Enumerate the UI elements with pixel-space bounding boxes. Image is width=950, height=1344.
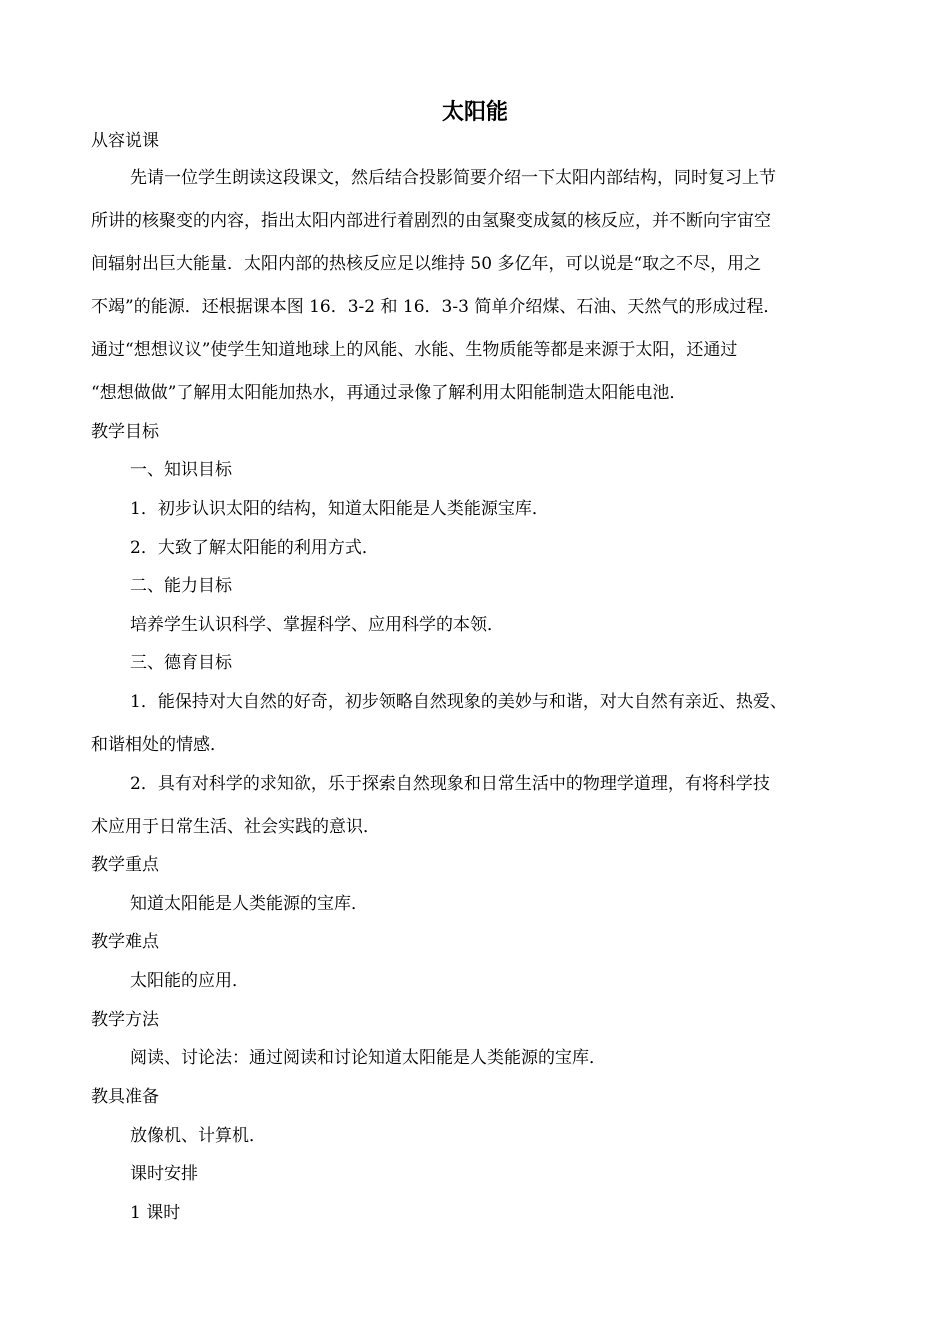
intro-line-4: 不竭”的能源．还根据课本图 16．3-2 和 16．3-3 简单介绍煤、石油、天然气的形成过程． [91, 297, 781, 317]
intro-line-6: “想想做做”了解用太阳能加热水，再通过录像了解利用太阳能制造太阳能电池． [91, 383, 687, 403]
subheading-ability: 二、能力目标 [130, 576, 232, 596]
subheading-knowledge: 一、知识目标 [130, 460, 232, 480]
section-heading-focus: 教学重点 [91, 855, 159, 875]
schedule-text: 1 课时 [130, 1203, 181, 1223]
page-title: 太阳能 [441, 100, 508, 125]
intro-line-2: 所讲的核聚变的内容，指出太阳内部进行着剧烈的由氢聚变成氦的核反应，并不断向宇宙空 [91, 211, 771, 231]
section-heading-tools: 教具准备 [91, 1087, 159, 1107]
section-heading-schedule: 课时安排 [130, 1164, 198, 1184]
moral-item-1-line-2: 和谐相处的情感． [91, 735, 227, 755]
knowledge-item-2: 2．大致了解太阳能的利用方式． [130, 538, 379, 558]
intro-line-1: 先请一位学生朗读这段课文，然后结合投影简要介绍一下太阳内部结构，同时复习上节 [130, 168, 776, 188]
subheading-moral: 三、德育目标 [130, 653, 232, 673]
ability-item-1: 培养学生认识科学、掌握科学、应用科学的本领． [130, 615, 504, 635]
moral-item-2-line-2: 术应用于日常生活、社会实践的意识． [91, 817, 380, 837]
method-text: 阅读、讨论法：通过阅读和讨论知道太阳能是人类能源的宝库． [130, 1048, 606, 1068]
section-heading-intro: 从容说课 [91, 131, 159, 151]
section-heading-difficulty: 教学难点 [91, 932, 159, 952]
section-heading-goals: 教学目标 [91, 422, 159, 442]
moral-item-2-line-1: 2．具有对科学的求知欲，乐于探索自然现象和日常生活中的物理学道理，有将科学技 [130, 774, 770, 794]
tools-text: 放像机、计算机． [130, 1126, 266, 1146]
difficulty-text: 太阳能的应用． [130, 971, 249, 991]
moral-item-1-line-1: 1．能保持对大自然的好奇，初步领略自然现象的美妙与和谐，对大自然有亲近、热爱、 [130, 692, 787, 712]
intro-line-5: 通过“想想议议”使学生知道地球上的风能、水能、生物质能等都是来源于太阳，还通过 [91, 340, 738, 360]
focus-text: 知道太阳能是人类能源的宝库． [130, 894, 368, 914]
knowledge-item-1: 1．初步认识太阳的结构，知道太阳能是人类能源宝库． [130, 499, 549, 519]
section-heading-method: 教学方法 [91, 1010, 159, 1030]
intro-line-3: 间辐射出巨大能量．太阳内部的热核反应足以维持 50 多亿年，可以说是“取之不尽，用之 [91, 254, 762, 274]
